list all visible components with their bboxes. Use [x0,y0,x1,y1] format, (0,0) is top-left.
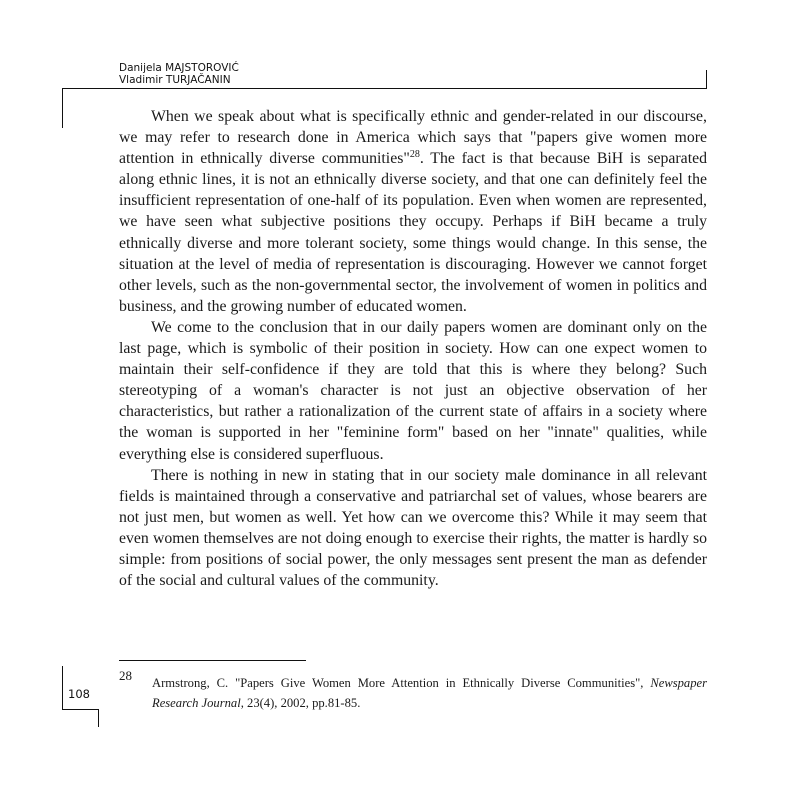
body-text [119,106,707,591]
paragraph-2: We come to the conclusion that in our daily papers women are dominant only on the last page, which is symbolic of their position in society. How can one expect women to maintain their self-confidence if they are told that this is where they belong? Such stereotyping of a woman's character is not just an objective observation of her characteristics, but rather a rationalization of the current state of affairs in a society where the woman is supported in her "feminine form" based on her "innate" qualities, while everything else is considered superfluous. [119,318,707,463]
page-box-top [62,666,63,710]
header-rule-left-tick [62,88,63,128]
footnote-separator [119,660,306,661]
author-name-2: Vladimir TURJAČANIN [119,74,231,86]
footnote-text: Armstrong, C. "Papers Give Women More Attention in Ethnically Diverse Communities", Newspaper Research Journal, 23(4), 2002, pp.81-85. [152,676,707,710]
author-name-1: Danijela MAJSTOROVIĆ [119,62,239,74]
footnote-number: 28 [119,668,132,683]
footnote-journal: Newspaper Research Journal [152,676,707,710]
paragraph-3: There is nothing in new in stating that in our society male dominance in all relevant fields is maintained through a conservative and patriarchal set of values, whose bearers are not just men, but women as well. Yet how can we overcome this? While it may seem that even women themselves are not doing enough to exercise their rights, the matter is hardly so simple: from positions of social power, the only messages sent present the man as defender of the social and cultural values of the community. [119,466,707,590]
header-rule-right-tick [706,70,707,89]
page-box-bottom [62,709,99,710]
page-number: 108 [68,687,90,701]
header-rule [62,88,707,89]
paragraph-1: When we speak about what is specifically ethnic and gender-related in our discourse, we may refer to research done in America which says that "papers give women more attention in ethnically diverse communities"$^{28}$. The fact is that because BiH is separated along ethnic lines, it is not an ethnically diverse society, and that one can definitely feel the insufficient representation of one-half of its population. Even when women are represented, we have seen what subjective positions they occupy. Perhaps if BiH became a truly ethnically diverse and more tolerant society, some things would change. In this sense, the situation at the level of media of representation is discouraging. However we cannot forget other levels, such as the non-governmental sector, the involvement of women in politics and business, and the growing number of educated women. [119,108,707,315]
footnote-ref-28[interactable]: 28 [409,149,420,161]
page-box-right [98,709,99,727]
